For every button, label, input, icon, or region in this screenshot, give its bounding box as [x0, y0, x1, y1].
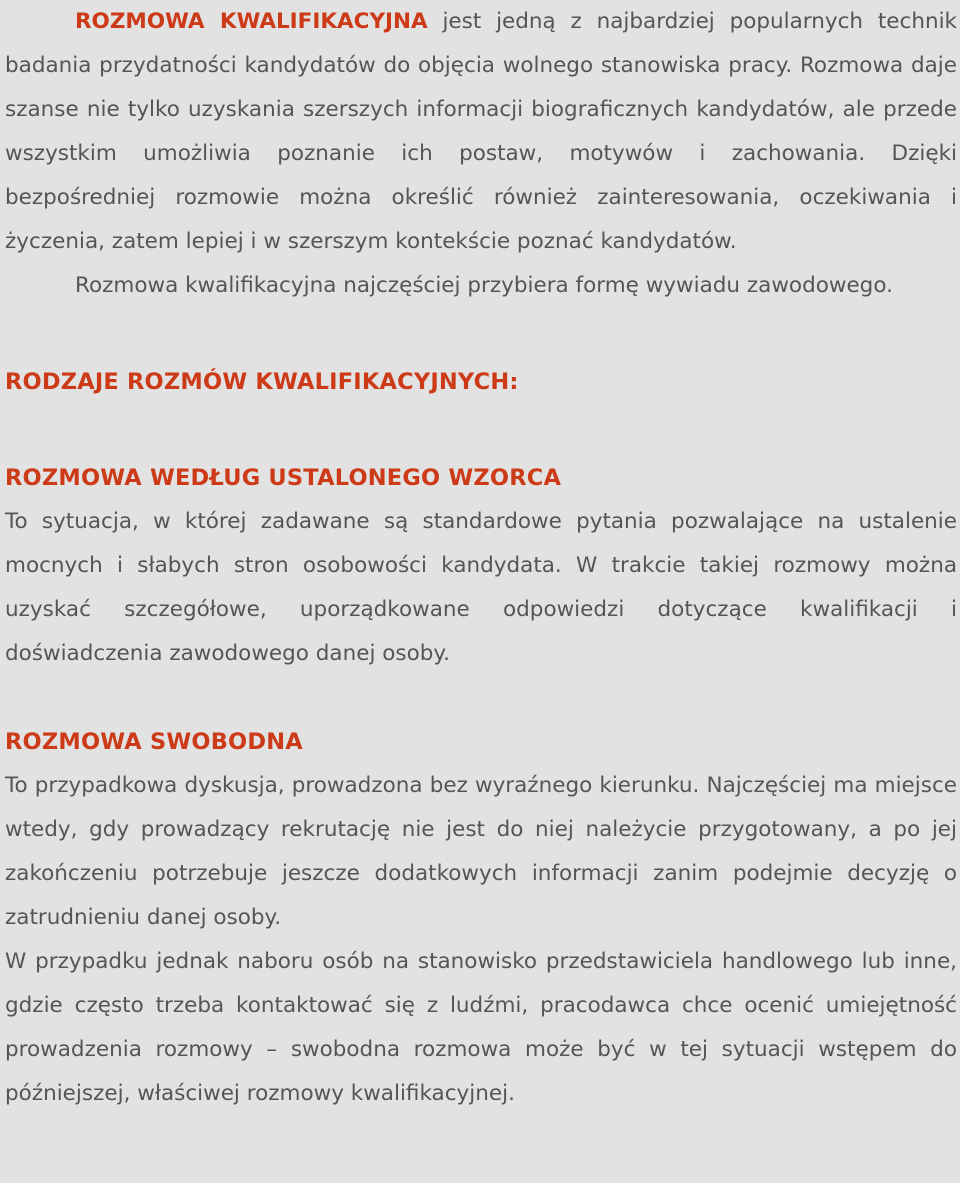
section1-paragraph: To sytuacja, w której zadawane są standardowe pytania pozwalające na ustalenie mocnych i słabych stron osobowości kandydata. W trakcie takiej rozmowy można uzyskać szczegółowe, uporządkowane odpowiedzi dotyczące kwalifikacji i doświadczenia zawodowego danej osoby.	[5, 509, 957, 666]
types-heading: RODZAJE ROZMÓW KWALIFIKACYJNYCH:	[5, 369, 519, 395]
section2-paragraph-2: W przypadku jednak naboru osób na stanowisko przedstawiciela handlowego lub inne, gdzie często trzeba kontaktować się z ludźmi, pracodawca chce ocenić umiejętność prowadzenia rozmowy – swobodna rozmowa może być w tej sytuacji wstępem do późniejszej, właściwej rozmowy kwalifikacyjnej.	[5, 949, 957, 1106]
spacer	[5, 676, 957, 720]
spacer	[5, 308, 957, 360]
document-page	[5, 0, 957, 1116]
intro-highlight: ROZMOWA KWALIFIKACYJNA	[75, 9, 428, 34]
section2-heading: ROZMOWA SWOBODNA	[5, 729, 303, 755]
intro-second-paragraph: Rozmowa kwalifikacyjna najczęściej przybiera formę wywiadu zawodowego.	[75, 273, 893, 298]
spacer	[5, 404, 957, 456]
intro-paragraph	[5, 0, 957, 264]
section1-heading: ROZMOWA WEDŁUG USTALONEGO WZORCA	[5, 465, 562, 491]
intro-text: jest jedną z najbardziej popularnych technik badania przydatności kandydatów do objęcia wolnego stanowiska pracy. Rozmowa daje szanse nie tylko uzyskania szerszych informacji biograficznych kandydatów, ale przede wszystkim umożliwia poznanie ich postaw, motywów i zachowania. Dzięki bezpośredniej rozmowie można określić również zainteresowania, oczekiwania i życzenia, zatem lepiej i w szerszym kontekście poznać kandydatów.	[5, 9, 958, 254]
section2-paragraph: To przypadkowa dyskusja, prowadzona bez wyraźnego kierunku. Najczęściej ma miejsce wtedy, gdy prowadzący rekrutację nie jest do niej należycie przygotowany, a po jej zakończeniu potrzebuje jeszcze dodatkowych informacji zanim podejmie decyzję o zatrudnieniu danej osoby.	[5, 773, 957, 930]
